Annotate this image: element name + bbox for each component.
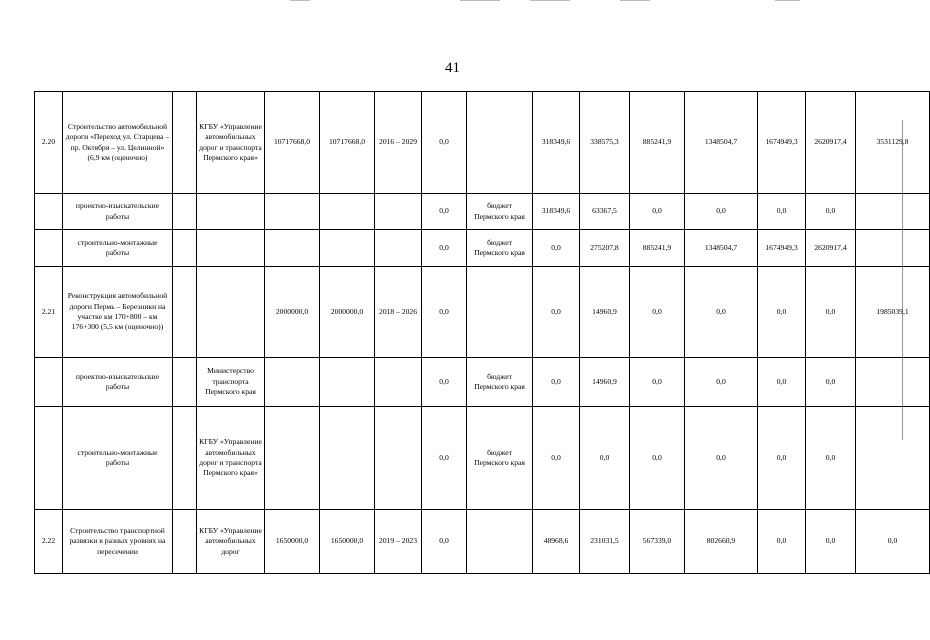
measure-name: Строительство транспортной развязки в разных уровнях на пересечении	[63, 510, 173, 574]
year-value-cell: 0,0	[580, 407, 630, 510]
year-value-cell: 0,0	[630, 407, 685, 510]
table-row	[35, 407, 930, 510]
year-value-cell: 1985039,1	[856, 267, 930, 358]
estimated-cost-cell	[320, 194, 375, 230]
estimated-cost-cell	[320, 230, 375, 267]
table-row	[35, 267, 930, 358]
measure-name: Строительство автомобильной дороги «Переход ул. Старцева – пр. Октября – ул. Целинной» (6,9 км (оценочно)	[63, 92, 173, 194]
scan-mark	[460, 0, 500, 1]
total-cost-cell	[265, 194, 320, 230]
year-value-cell: 0,0	[806, 358, 856, 407]
spent-cell: 0,0	[422, 358, 467, 407]
year-value-cell: 0,0	[630, 267, 685, 358]
scan-mark	[775, 0, 800, 1]
empty-cell	[173, 92, 197, 194]
period-cell: 2019 – 2023	[375, 510, 422, 574]
year-value-cell: 0,0	[630, 194, 685, 230]
scan-mark	[620, 0, 650, 1]
year-value-cell: 0,0	[806, 407, 856, 510]
period-cell	[375, 407, 422, 510]
spent-cell: 0,0	[422, 194, 467, 230]
year-value-cell: 1674949,3	[758, 92, 806, 194]
year-value-cell: 0,0	[758, 358, 806, 407]
empty-cell	[173, 230, 197, 267]
total-cost-cell: 1650000,0	[265, 510, 320, 574]
measure-name: строительно-монтажные работы	[63, 407, 173, 510]
year-value-cell: 318349,6	[533, 92, 580, 194]
year-value-cell: 0,0	[758, 194, 806, 230]
estimated-cost-cell	[320, 358, 375, 407]
year-value-cell: 275207,8	[580, 230, 630, 267]
spent-cell: 0,0	[422, 407, 467, 510]
row-number: 2.22	[35, 510, 63, 574]
year-value-cell: 567339,0	[630, 510, 685, 574]
year-value-cell: 0,0	[758, 267, 806, 358]
empty-cell	[173, 358, 197, 407]
year-value-cell: 2620917,4	[806, 92, 856, 194]
executor-cell: Министерство транспорта Пермского края	[197, 358, 265, 407]
estimated-cost-cell: 1650000,0	[320, 510, 375, 574]
spent-cell: 0,0	[422, 92, 467, 194]
total-cost-cell: 2000000,0	[265, 267, 320, 358]
year-value-cell	[856, 194, 930, 230]
year-value-cell: 0,0	[806, 510, 856, 574]
period-cell: 2018 – 2026	[375, 267, 422, 358]
year-value-cell: 338575,3	[580, 92, 630, 194]
year-value-cell	[856, 230, 930, 267]
total-cost-cell	[265, 407, 320, 510]
year-value-cell: 0,0	[685, 267, 758, 358]
funding-source-cell: бюджет Пермского края	[467, 194, 533, 230]
row-number	[35, 358, 63, 407]
executor-cell: КГБУ «Управление автомобильных дорог	[197, 510, 265, 574]
row-number: 2.20	[35, 92, 63, 194]
period-cell	[375, 230, 422, 267]
funding-source-cell: бюджет Пермского края	[467, 230, 533, 267]
period-cell: 2016 – 2029	[375, 92, 422, 194]
year-value-cell: 1674949,3	[758, 230, 806, 267]
year-value-cell: 0,0	[533, 407, 580, 510]
year-value-cell: 231031,5	[580, 510, 630, 574]
empty-cell	[173, 267, 197, 358]
year-value-cell: 0,0	[685, 407, 758, 510]
year-value-cell: 1348504,7	[685, 92, 758, 194]
period-cell	[375, 358, 422, 407]
scan-mark	[530, 0, 570, 1]
year-value-cell: 0,0	[685, 358, 758, 407]
total-cost-cell: 10717668,0	[265, 92, 320, 194]
table-row	[35, 194, 930, 230]
year-value-cell: 885241,9	[630, 92, 685, 194]
empty-cell	[173, 510, 197, 574]
table-row	[35, 92, 930, 194]
executor-cell: КГБУ «Управление автомобильных дорог и транспорта Пермского края»	[197, 92, 265, 194]
scan-mark	[290, 0, 310, 1]
estimated-cost-cell: 2000000,0	[320, 267, 375, 358]
period-cell	[375, 194, 422, 230]
year-value-cell: 0,0	[685, 194, 758, 230]
funding-source-cell: бюджет Пермского края	[467, 358, 533, 407]
spent-cell: 0,0	[422, 510, 467, 574]
executor-cell	[197, 230, 265, 267]
year-value-cell: 802660,9	[685, 510, 758, 574]
year-value-cell: 0,0	[533, 230, 580, 267]
table-row	[35, 230, 930, 267]
year-value-cell: 2620917,4	[806, 230, 856, 267]
year-value-cell: 0,0	[630, 358, 685, 407]
funding-source-cell: бюджет Пермского края	[467, 407, 533, 510]
table-row	[35, 358, 930, 407]
spent-cell: 0,0	[422, 230, 467, 267]
estimated-cost-cell	[320, 407, 375, 510]
funding-source-cell	[467, 510, 533, 574]
year-value-cell: 0,0	[806, 267, 856, 358]
year-value-cell	[856, 407, 930, 510]
year-value-cell: 0,0	[533, 267, 580, 358]
row-number	[35, 407, 63, 510]
empty-cell	[173, 194, 197, 230]
executor-cell	[197, 194, 265, 230]
year-value-cell: 14960,9	[580, 267, 630, 358]
measure-name: Реконструкция автомобильной дороги Пермь – Березники на участке км 170+800 – км 176+300 (5,5 км (оценочно))	[63, 267, 173, 358]
measure-name: проектно-изыскательские работы	[63, 194, 173, 230]
table-row	[35, 510, 930, 574]
total-cost-cell	[265, 230, 320, 267]
row-number	[35, 230, 63, 267]
executor-cell	[197, 267, 265, 358]
year-value-cell: 0,0	[758, 510, 806, 574]
year-value-cell: 318349,6	[533, 194, 580, 230]
year-value-cell: 14960,9	[580, 358, 630, 407]
year-value-cell: 885241,9	[630, 230, 685, 267]
year-value-cell	[856, 358, 930, 407]
estimated-cost-cell: 10717668,0	[320, 92, 375, 194]
row-number	[35, 194, 63, 230]
year-value-cell: 0,0	[806, 194, 856, 230]
program-table	[34, 91, 930, 574]
funding-source-cell	[467, 267, 533, 358]
year-value-cell: 48968,6	[533, 510, 580, 574]
measure-name: строительно-монтажные работы	[63, 230, 173, 267]
measure-name: проектно-изыскательские работы	[63, 358, 173, 407]
executor-cell: КГБУ «Управление автомобильных дорог и транспорта Пермского края»	[197, 407, 265, 510]
funding-source-cell	[467, 92, 533, 194]
row-number: 2.21	[35, 267, 63, 358]
year-value-cell: 0,0	[758, 407, 806, 510]
year-value-cell: 0,0	[533, 358, 580, 407]
year-value-cell: 1348504,7	[685, 230, 758, 267]
spent-cell: 0,0	[422, 267, 467, 358]
empty-cell	[173, 407, 197, 510]
year-value-cell: 63367,5	[580, 194, 630, 230]
year-value-cell: 0,0	[856, 510, 930, 574]
total-cost-cell	[265, 358, 320, 407]
page-number: 41	[445, 60, 460, 76]
year-value-cell: 3531129,8	[856, 92, 930, 194]
